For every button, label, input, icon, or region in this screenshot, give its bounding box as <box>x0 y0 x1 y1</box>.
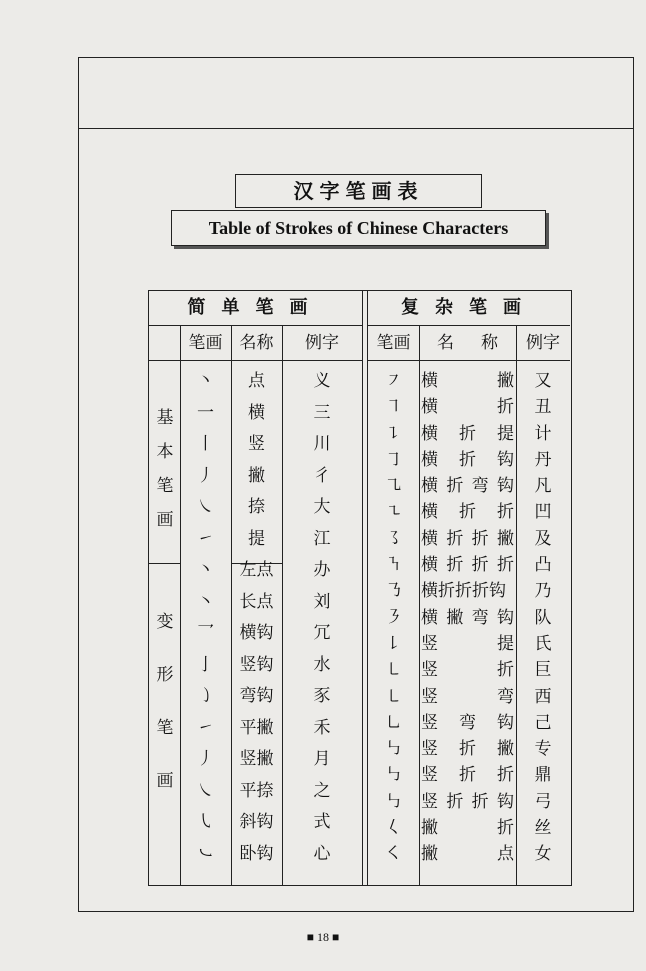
complex-strokes-panel <box>368 291 570 885</box>
simple-stroke-glyph: 丿 <box>197 749 214 769</box>
simple-stroke-glyph: ㇔ <box>197 591 214 612</box>
complex-stroke-glyph: ㇋ <box>385 607 402 628</box>
simple-stroke-name: 平撇 <box>239 717 274 738</box>
complex-stroke-glyph: ㇊ <box>385 423 402 444</box>
simple-stroke-name: 卧钩 <box>239 843 274 864</box>
complex-example-char: 及 <box>534 528 552 549</box>
simple-stroke-name: 长点 <box>239 591 274 612</box>
page-number: ■ 18 ■ <box>306 930 340 944</box>
complex-example-char: 凹 <box>534 502 552 523</box>
complex-example-column <box>516 368 570 868</box>
complex-stroke-glyph: ㇕ <box>385 397 402 418</box>
complex-stroke-glyph: ㇇ <box>385 371 402 391</box>
simple-name-column <box>231 366 282 870</box>
simple-example-column <box>282 366 362 870</box>
complex-stroke-name: 横折折折钩 <box>421 581 506 602</box>
simple-example-char: 刘 <box>313 591 331 612</box>
simple-stroke-name: 提 <box>248 528 265 549</box>
simple-stroke-name: 横 <box>248 402 265 423</box>
simple-example-char: 心 <box>313 843 331 864</box>
simple-example-char: 冗 <box>313 623 331 643</box>
complex-example-char: 计 <box>534 423 552 444</box>
simple-stroke-name: 左点 <box>239 560 274 580</box>
complex-stroke-name: 竖 折 折 钩 <box>421 791 514 812</box>
simple-example-char: 之 <box>313 780 331 801</box>
complex-stroke-name: 竖 弯 <box>421 686 514 707</box>
title-chinese: 汉字笔画表 <box>235 174 482 208</box>
strokes-table <box>148 290 572 886</box>
complex-stroke-glyph: ㇡ <box>385 581 402 602</box>
simple-stroke-glyph: 丨 <box>197 434 214 454</box>
complex-stroke-name: 横 折 折 <box>421 502 514 523</box>
simple-stroke-name: 弯钩 <box>239 686 274 706</box>
simple-example-char: 水 <box>313 654 331 675</box>
complex-example-char: 又 <box>534 371 552 391</box>
complex-stroke-name: 横 撇 <box>421 371 514 391</box>
complex-stroke-name: 横 折 折 撇 <box>421 528 514 549</box>
simple-example-char: 川 <box>313 434 331 454</box>
simple-stroke-glyph: ㇀ <box>197 717 214 738</box>
complex-stroke-glyph: ㇄ <box>385 660 402 681</box>
simple-stroke-glyph: 丶 <box>197 560 214 580</box>
complex-example-char: 巨 <box>534 660 552 681</box>
complex-col-name: 名 称 <box>437 333 498 353</box>
complex-example-char: 乃 <box>534 581 552 602</box>
simple-stroke-glyph: 一 <box>197 402 214 423</box>
simple-stroke-name: 斜钩 <box>239 812 274 832</box>
simple-stroke-name: 捺 <box>248 497 265 517</box>
variant-strokes-label: 变 形 笔 画 <box>156 612 174 791</box>
complex-stroke-name: 竖 折 <box>421 660 514 681</box>
complex-example-char: 鼎 <box>534 765 552 786</box>
simple-example-char: 彳 <box>313 465 331 486</box>
complex-stroke-name: 横 折 折 折 <box>421 555 514 576</box>
complex-stroke-name: 横 撇 弯 钩 <box>421 607 514 628</box>
simple-col-example: 例字 <box>305 333 339 353</box>
complex-stroke-glyph: ㇆ <box>385 449 402 470</box>
complex-stroke-name: 横 折 钩 <box>421 449 514 470</box>
complex-stroke-glyph: ㇉ <box>385 739 402 760</box>
title-english: Table of Strokes of Chinese Characters <box>171 210 546 246</box>
complex-example-char: 队 <box>534 607 552 628</box>
complex-col-example: 例字 <box>526 333 560 353</box>
complex-stroke-name: 撇 点 <box>421 844 514 865</box>
simple-stroke-glyph: 丶 <box>197 371 214 391</box>
complex-example-char: 凡 <box>534 476 552 497</box>
simple-stroke-name: 平捺 <box>239 780 274 801</box>
simple-example-char: 大 <box>313 497 331 517</box>
simple-stroke-name: 撇 <box>248 465 265 486</box>
complex-stroke-glyph: ㇎ <box>385 555 402 576</box>
simple-example-char: 三 <box>313 402 331 423</box>
complex-stroke-name: 竖 提 <box>421 633 514 654</box>
complex-stroke-name: 竖 折 撇 <box>421 739 514 760</box>
simple-example-char: 办 <box>313 560 331 580</box>
simple-stroke-glyph: 亅 <box>197 654 214 675</box>
complex-col-stroke: 笔画 <box>376 333 411 353</box>
complex-example-char: 凸 <box>534 555 552 576</box>
simple-stroke-name: 竖钩 <box>239 654 274 675</box>
complex-stroke-glyph: ㇌ <box>385 528 402 549</box>
complex-stroke-name: 竖 弯 钩 <box>421 712 514 733</box>
complex-stroke-glyph: ㇄ <box>385 686 402 707</box>
complex-example-char: 己 <box>534 712 552 733</box>
complex-example-char: 丑 <box>534 397 552 418</box>
simple-example-char: 式 <box>313 812 331 832</box>
simple-stroke-glyph: ㇏ <box>197 497 214 517</box>
complex-stroke-name: 横 折 <box>421 397 514 418</box>
simple-stroke-glyph: ㇀ <box>197 528 214 549</box>
complex-stroke-glyph: ㇉ <box>385 791 402 812</box>
complex-stroke-glyph: ㇉ <box>385 765 402 786</box>
simple-stroke-glyph: 丿 <box>197 465 214 486</box>
complex-example-char: 西 <box>534 686 552 707</box>
complex-name-column <box>419 368 516 868</box>
simple-stroke-glyph: ㇃ <box>197 843 214 864</box>
complex-stroke-glyph: ㇍ <box>385 502 402 523</box>
complex-stroke-name: 竖 折 折 <box>421 765 514 786</box>
simple-stroke-name: 竖 <box>248 434 265 454</box>
simple-strokes-panel <box>149 291 362 885</box>
simple-example-char: 豕 <box>313 686 331 706</box>
complex-example-char: 丹 <box>534 449 552 470</box>
complex-example-char: 弓 <box>534 791 552 812</box>
simple-example-char: 江 <box>313 528 331 549</box>
complex-example-char: 氏 <box>534 633 552 654</box>
simple-stroke-column <box>180 366 231 870</box>
complex-stroke-column <box>368 368 419 868</box>
simple-example-char: 月 <box>313 749 331 769</box>
complex-example-char: 专 <box>534 739 552 760</box>
complex-stroke-glyph: 𡿨 <box>385 818 402 839</box>
complex-stroke-glyph: ㇈ <box>385 476 402 497</box>
header-rule <box>78 128 634 129</box>
simple-heading: 简单笔画 <box>187 297 324 318</box>
simple-stroke-glyph: 乛 <box>197 623 214 643</box>
simple-stroke-glyph: ㇂ <box>197 812 214 832</box>
complex-stroke-glyph: ㇙ <box>385 633 402 654</box>
simple-stroke-glyph: ㇏ <box>197 780 214 801</box>
complex-example-char: 丝 <box>534 818 552 839</box>
simple-example-char: 禾 <box>313 717 331 738</box>
simple-stroke-name: 横钩 <box>239 623 274 643</box>
simple-stroke-glyph: ㇁ <box>197 686 214 706</box>
complex-example-char: 女 <box>534 844 552 865</box>
complex-stroke-name: 横 折 提 <box>421 423 514 444</box>
complex-heading: 复杂笔画 <box>401 297 537 318</box>
basic-strokes-label: 基 本 笔 画 <box>156 408 174 530</box>
simple-example-char: 义 <box>313 371 331 391</box>
simple-col-stroke: 笔画 <box>188 333 223 353</box>
complex-stroke-name: 撇 折 <box>421 818 514 839</box>
complex-stroke-glyph: ㇛ <box>385 844 402 865</box>
complex-stroke-name: 横 折 弯 钩 <box>421 476 514 497</box>
simple-col-name: 名称 <box>239 333 274 353</box>
simple-stroke-name: 点 <box>248 371 265 391</box>
complex-stroke-glyph: ㇟ <box>385 712 402 733</box>
simple-stroke-name: 竖撇 <box>239 749 274 769</box>
